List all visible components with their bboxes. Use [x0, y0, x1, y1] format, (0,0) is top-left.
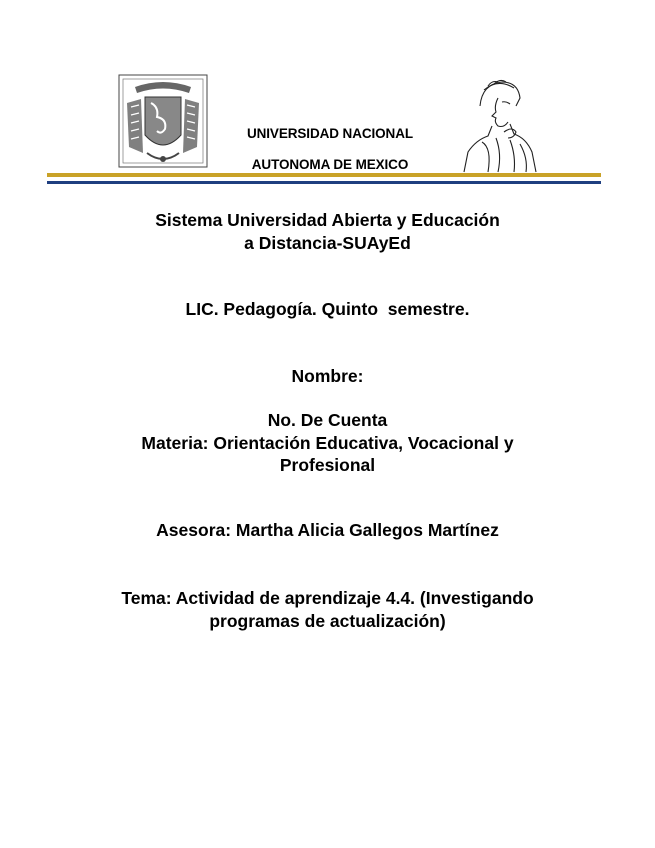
header-rule-blue [47, 181, 601, 184]
university-name-line1: UNIVERSIDAD NACIONAL [246, 126, 413, 141]
system-name-line2: a Distancia-SUAyEd [244, 233, 411, 253]
topic-line1: Tema: Actividad de aprendizaje 4.4. (Investigando [121, 588, 534, 608]
account-label: No. De Cuenta [267, 410, 388, 430]
program-title: LIC. Pedagogía. Quinto semestre. [185, 299, 470, 319]
faculty-logo [458, 76, 538, 174]
advisor-name: Asesora: Martha Alicia Gallegos Martínez [156, 520, 499, 540]
unam-logo [117, 73, 209, 169]
name-label: Nombre: [291, 366, 364, 386]
system-name-line1: Sistema Universidad Abierta y Educación [155, 210, 500, 230]
topic-line2: programas de actualización) [209, 611, 446, 631]
subject-line1: Materia: Orientación Educativa, Vocacional y [141, 433, 514, 453]
university-name-line2: AUTONOMA DE MEXICO [251, 157, 409, 172]
subject-line2: Profesional [279, 455, 376, 475]
header-rule-gold [47, 173, 601, 177]
